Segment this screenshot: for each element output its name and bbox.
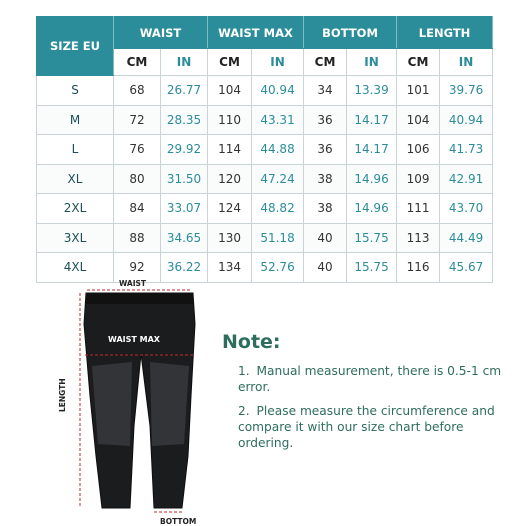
value-cell-waistmax-cm: 124: [208, 194, 252, 224]
size-cell: M: [37, 105, 114, 135]
table-row: [37, 76, 493, 106]
header-length: LENGTH: [397, 17, 493, 49]
value-cell-waist-in: 33.07: [161, 194, 208, 224]
value-cell-bottom-in: 14.96: [347, 194, 397, 224]
value-cell-waist-cm: 80: [114, 164, 161, 194]
value-cell-waistmax-in: 43.31: [252, 105, 304, 135]
value-cell-waistmax-cm: 114: [208, 135, 252, 165]
note-item: [238, 403, 508, 451]
value-cell-waist-in: 29.92: [161, 135, 208, 165]
value-cell-waistmax-cm: 120: [208, 164, 252, 194]
unit-in: IN: [347, 49, 397, 76]
value-cell-length-in: 43.70: [440, 194, 493, 224]
value-cell-bottom-cm: 40: [304, 253, 347, 283]
unit-cm: CM: [397, 49, 440, 76]
value-cell-waistmax-in: 51.18: [252, 223, 304, 253]
value-cell-length-in: 39.76: [440, 76, 493, 106]
waist-label: WAIST: [119, 279, 147, 288]
value-cell-bottom-cm: 36: [304, 105, 347, 135]
value-cell-waistmax-cm: 130: [208, 223, 252, 253]
table-row: [37, 223, 493, 253]
unit-cm: CM: [304, 49, 347, 76]
unit-in: IN: [252, 49, 304, 76]
value-cell-waistmax-in: 52.76: [252, 253, 304, 283]
table-row: [37, 135, 493, 165]
value-cell-waist-cm: 72: [114, 105, 161, 135]
note-item: [238, 363, 508, 395]
size-cell: S: [37, 76, 114, 106]
value-cell-waist-cm: 68: [114, 76, 161, 106]
value-cell-length-in: 41.73: [440, 135, 493, 165]
unit-in: IN: [440, 49, 493, 76]
bottom-label: BOTTOM: [160, 517, 197, 526]
value-cell-length-in: 45.67: [440, 253, 493, 283]
size-chart-table: [36, 16, 493, 283]
waist-max-label: WAIST MAX: [108, 335, 160, 344]
note-text: Please measure the circumference and compare it with our size chart before ordering.: [238, 404, 495, 450]
value-cell-length-cm: 111: [397, 194, 440, 224]
value-cell-length-cm: 101: [397, 76, 440, 106]
value-cell-bottom-cm: 40: [304, 223, 347, 253]
note-number: 1.: [238, 364, 250, 378]
value-cell-waistmax-cm: 110: [208, 105, 252, 135]
header-bottom: BOTTOM: [304, 17, 397, 49]
value-cell-bottom-cm: 38: [304, 164, 347, 194]
length-label: LENGTH: [58, 378, 67, 412]
value-cell-waist-cm: 92: [114, 253, 161, 283]
unit-in: IN: [161, 49, 208, 76]
value-cell-bottom-in: 14.17: [347, 105, 397, 135]
value-cell-length-cm: 113: [397, 223, 440, 253]
table-row: [37, 105, 493, 135]
value-cell-waist-in: 36.22: [161, 253, 208, 283]
header-size-eu: SIZE EU: [37, 17, 114, 76]
value-cell-waistmax-cm: 134: [208, 253, 252, 283]
value-cell-waist-in: 26.77: [161, 76, 208, 106]
size-cell: 2XL: [37, 194, 114, 224]
header-waist-max: WAIST MAX: [208, 17, 304, 49]
value-cell-waistmax-cm: 104: [208, 76, 252, 106]
table-row: [37, 194, 493, 224]
note-text: Manual measurement, there is 0.5-1 cm error.: [238, 364, 502, 394]
value-cell-waistmax-in: 40.94: [252, 76, 304, 106]
table-header-row: [37, 17, 493, 49]
value-cell-waist-in: 28.35: [161, 105, 208, 135]
value-cell-bottom-cm: 38: [304, 194, 347, 224]
value-cell-bottom-in: 15.75: [347, 253, 397, 283]
value-cell-bottom-cm: 34: [304, 76, 347, 106]
value-cell-waistmax-in: 48.82: [252, 194, 304, 224]
unit-cm: CM: [114, 49, 161, 76]
header-waist: WAIST: [114, 17, 208, 49]
size-cell: XL: [37, 164, 114, 194]
value-cell-waistmax-in: 44.88: [252, 135, 304, 165]
value-cell-waist-cm: 84: [114, 194, 161, 224]
note-list: [238, 363, 508, 459]
value-cell-bottom-in: 15.75: [347, 223, 397, 253]
value-cell-length-in: 44.49: [440, 223, 493, 253]
value-cell-waist-cm: 88: [114, 223, 161, 253]
pants-illustration: [50, 276, 220, 516]
value-cell-length-cm: 116: [397, 253, 440, 283]
value-cell-waist-cm: 76: [114, 135, 161, 165]
unit-cm: CM: [208, 49, 252, 76]
value-cell-bottom-cm: 36: [304, 135, 347, 165]
value-cell-waist-in: 31.50: [161, 164, 208, 194]
value-cell-length-cm: 104: [397, 105, 440, 135]
value-cell-length-in: 42.91: [440, 164, 493, 194]
value-cell-length-in: 40.94: [440, 105, 493, 135]
value-cell-waist-in: 34.65: [161, 223, 208, 253]
value-cell-length-cm: 106: [397, 135, 440, 165]
note-title: Note:: [222, 331, 281, 353]
pants-measurement-figure: [50, 276, 220, 526]
size-cell: 3XL: [37, 223, 114, 253]
table-row: [37, 164, 493, 194]
size-cell: L: [37, 135, 114, 165]
value-cell-bottom-in: 14.17: [347, 135, 397, 165]
value-cell-bottom-in: 13.39: [347, 76, 397, 106]
value-cell-length-cm: 109: [397, 164, 440, 194]
note-number: 2.: [238, 404, 250, 418]
value-cell-waistmax-in: 47.24: [252, 164, 304, 194]
size-cell: 4XL: [37, 253, 114, 283]
value-cell-bottom-in: 14.96: [347, 164, 397, 194]
table-body: [37, 76, 493, 283]
